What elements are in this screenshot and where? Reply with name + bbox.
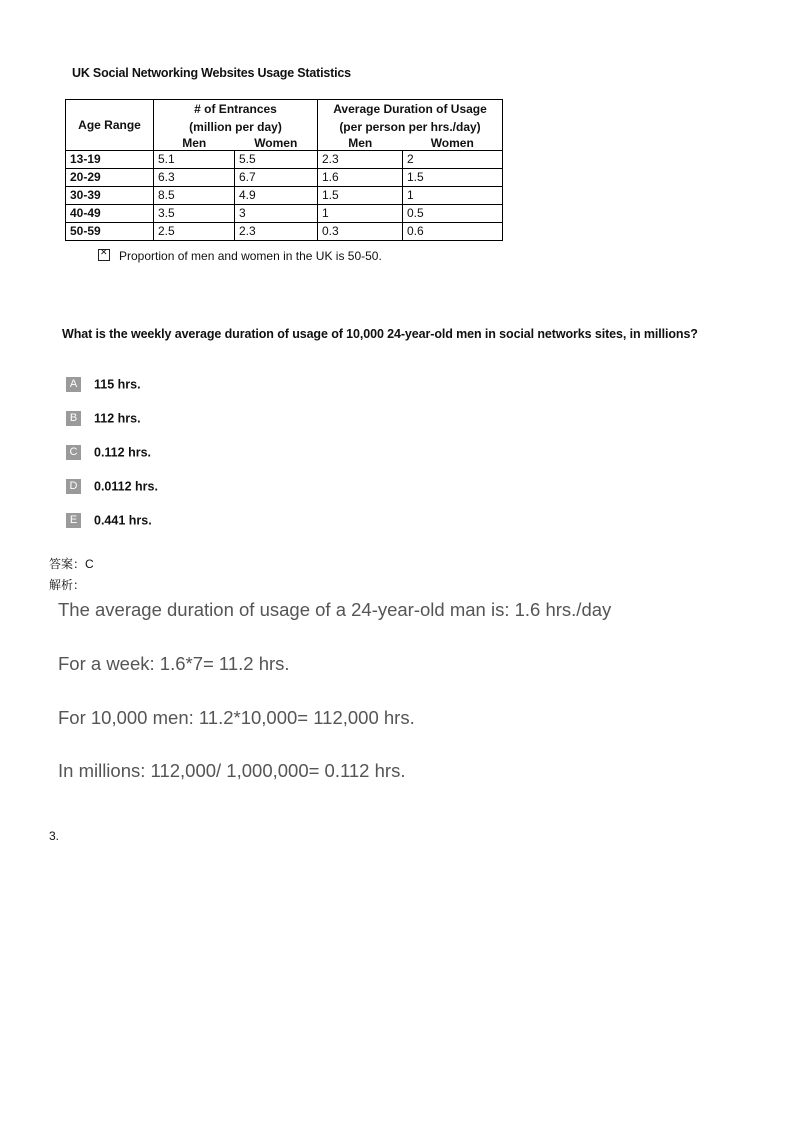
header-entrances-women: Women <box>235 136 318 151</box>
cell-entrances-women: 5.5 <box>235 151 318 169</box>
header-entrances <box>154 100 318 137</box>
footnote-text: Proportion of men and women in the UK is 50-50. <box>119 249 382 263</box>
cell-duration-women: 1.5 <box>403 169 503 187</box>
cell-entrances-men: 5.1 <box>154 151 235 169</box>
checkbox-icon <box>98 249 110 261</box>
solution-line: For 10,000 men: 11.2*10,000= 112,000 hrs. <box>58 707 415 728</box>
solution-line: For a week: 1.6*7= 11.2 hrs. <box>58 653 290 674</box>
cell-duration-men: 1.5 <box>318 187 403 205</box>
cell-duration-women: 1 <box>403 187 503 205</box>
option-letter-badge: D <box>66 479 81 494</box>
option-letter-badge: C <box>66 445 81 460</box>
header-duration <box>318 100 503 137</box>
analysis-label: 解析： <box>49 578 86 592</box>
cell-age: 40-49 <box>66 205 154 223</box>
cell-age: 13-19 <box>66 151 154 169</box>
table-row <box>66 151 503 169</box>
header-duration-line2: (per person per hrs./day) <box>339 120 481 134</box>
option-text: 112 hrs. <box>94 411 141 426</box>
solution-line: In millions: 112,000/ 1,000,000= 0.112 hrs. <box>58 760 406 781</box>
table-footnote <box>98 249 382 263</box>
answer-line: 答案：C <box>49 557 94 571</box>
cell-age: 30-39 <box>66 187 154 205</box>
table-row <box>66 223 503 241</box>
option-text: 0.112 hrs. <box>94 445 151 460</box>
cell-duration-men: 1.6 <box>318 169 403 187</box>
cell-entrances-men: 6.3 <box>154 169 235 187</box>
table-row <box>66 187 503 205</box>
cell-duration-men: 2.3 <box>318 151 403 169</box>
option-a[interactable] <box>66 377 141 393</box>
cell-entrances-men: 2.5 <box>154 223 235 241</box>
header-entrances-men: Men <box>154 136 235 151</box>
cell-age: 20-29 <box>66 169 154 187</box>
option-letter-badge: A <box>66 377 81 392</box>
next-question-number: 3. <box>49 829 60 843</box>
option-b[interactable] <box>66 411 141 427</box>
header-age-range: Age Range <box>66 100 154 151</box>
option-text: 115 hrs. <box>94 377 141 392</box>
header-entrances-line2: (million per day) <box>189 120 282 134</box>
cell-entrances-women: 6.7 <box>235 169 318 187</box>
cell-duration-men: 0.3 <box>318 223 403 241</box>
cell-duration-women: 2 <box>403 151 503 169</box>
header-duration-men: Men <box>318 136 403 151</box>
cell-entrances-women: 4.9 <box>235 187 318 205</box>
cell-age: 50-59 <box>66 223 154 241</box>
header-duration-women: Women <box>403 136 503 151</box>
option-c[interactable] <box>66 445 151 461</box>
option-text: 0.0112 hrs. <box>94 479 158 494</box>
header-entrances-line1: # of Entrances <box>194 102 277 116</box>
cell-entrances-men: 8.5 <box>154 187 235 205</box>
table-row <box>66 205 503 223</box>
cell-duration-women: 0.6 <box>403 223 503 241</box>
usage-statistics-table <box>65 99 503 241</box>
option-letter-badge: E <box>66 513 81 528</box>
header-duration-line1: Average Duration of Usage <box>333 102 487 116</box>
option-e[interactable] <box>66 513 152 529</box>
cell-duration-men: 1 <box>318 205 403 223</box>
table-title: UK Social Networking Websites Usage Statistics <box>72 66 351 80</box>
option-letter-badge: B <box>66 411 81 426</box>
option-text: 0.441 hrs. <box>94 513 152 528</box>
cell-entrances-women: 3 <box>235 205 318 223</box>
solution-line: The average duration of usage of a 24-year-old man is: 1.6 hrs./day <box>58 599 612 620</box>
option-d[interactable] <box>66 479 158 495</box>
table-row <box>66 169 503 187</box>
cell-entrances-men: 3.5 <box>154 205 235 223</box>
cell-duration-women: 0.5 <box>403 205 503 223</box>
question-text: What is the weekly average duration of usage of 10,000 24-year-old men in social networks sites, in millions? <box>62 327 698 341</box>
cell-entrances-women: 2.3 <box>235 223 318 241</box>
